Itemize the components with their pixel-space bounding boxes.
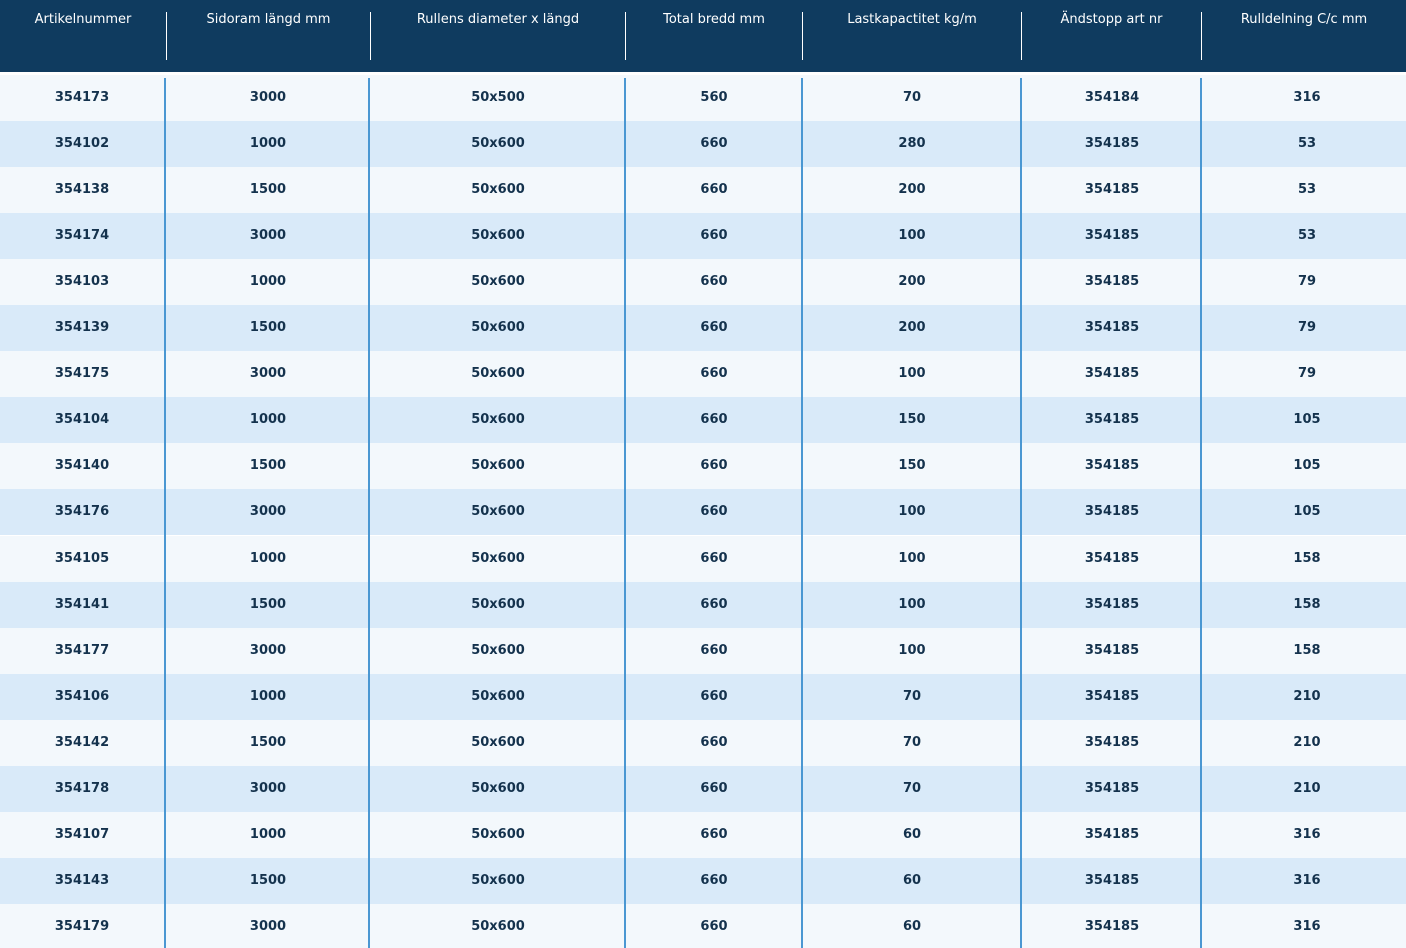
cell-andstopp: 354185 xyxy=(1084,642,1140,658)
cell-total-bredd: 660 xyxy=(700,780,728,796)
cell-rullens-diameter: 50x600 xyxy=(471,688,525,704)
column-divider xyxy=(1020,78,1022,948)
cell-total-bredd: 660 xyxy=(700,320,728,336)
cell-total-bredd: 660 xyxy=(700,458,728,474)
table-row xyxy=(0,351,1406,397)
table-row xyxy=(0,443,1406,489)
cell-lastkapacitet: 200 xyxy=(898,320,926,336)
column-divider xyxy=(624,78,626,948)
table-row xyxy=(0,766,1406,812)
table-header xyxy=(0,0,1406,72)
header-andstopp: Ändstopp art nr xyxy=(1060,12,1163,27)
cell-rullens-diameter: 50x600 xyxy=(471,228,525,244)
cell-artikelnummer: 354106 xyxy=(54,688,110,704)
cell-total-bredd: 660 xyxy=(700,642,728,658)
cell-artikelnummer: 354107 xyxy=(54,826,110,842)
cell-rulldelning: 105 xyxy=(1293,458,1321,474)
cell-sidoram-langd: 1000 xyxy=(249,550,287,566)
cell-rullens-diameter: 50x600 xyxy=(471,780,525,796)
cell-rullens-diameter: 50x600 xyxy=(471,136,525,152)
table-row xyxy=(0,582,1406,628)
cell-andstopp: 354185 xyxy=(1084,182,1140,198)
cell-andstopp: 354185 xyxy=(1084,504,1140,520)
cell-artikelnummer: 354179 xyxy=(54,918,110,934)
table-row xyxy=(0,121,1406,167)
cell-lastkapacitet: 60 xyxy=(902,918,922,934)
column-divider xyxy=(164,78,166,948)
cell-lastkapacitet: 100 xyxy=(898,642,926,658)
table-row xyxy=(0,489,1406,535)
table-row xyxy=(0,536,1406,582)
cell-sidoram-langd: 3000 xyxy=(249,366,287,382)
table-row xyxy=(0,397,1406,443)
cell-rulldelning: 210 xyxy=(1293,688,1321,704)
cell-lastkapacitet: 100 xyxy=(898,228,926,244)
cell-rullens-diameter: 50x600 xyxy=(471,504,525,520)
cell-andstopp: 354185 xyxy=(1084,688,1140,704)
table-row xyxy=(0,812,1406,858)
cell-artikelnummer: 354102 xyxy=(54,136,110,152)
cell-total-bredd: 660 xyxy=(700,504,728,520)
cell-lastkapacitet: 60 xyxy=(902,826,922,842)
cell-artikelnummer: 354139 xyxy=(54,320,110,336)
cell-rulldelning: 105 xyxy=(1293,412,1321,428)
cell-artikelnummer: 354141 xyxy=(54,596,110,612)
cell-total-bredd: 660 xyxy=(700,228,728,244)
table-row xyxy=(0,167,1406,213)
cell-total-bredd: 660 xyxy=(700,366,728,382)
cell-rullens-diameter: 50x600 xyxy=(471,412,525,428)
cell-total-bredd: 660 xyxy=(700,182,728,198)
cell-rullens-diameter: 50x600 xyxy=(471,458,525,474)
cell-rulldelning: 158 xyxy=(1293,642,1321,658)
table-body xyxy=(0,75,1406,948)
cell-andstopp: 354185 xyxy=(1084,826,1140,842)
cell-total-bredd: 660 xyxy=(700,734,728,750)
header-total-bredd: Total bredd mm xyxy=(663,12,765,27)
cell-sidoram-langd: 3000 xyxy=(249,918,287,934)
cell-lastkapacitet: 100 xyxy=(898,504,926,520)
table-row xyxy=(0,628,1406,674)
cell-lastkapacitet: 100 xyxy=(898,596,926,612)
cell-rullens-diameter: 50x500 xyxy=(471,90,525,105)
cell-lastkapacitet: 280 xyxy=(898,136,926,152)
cell-artikelnummer: 354138 xyxy=(54,182,110,198)
cell-andstopp: 354185 xyxy=(1084,458,1140,474)
cell-sidoram-langd: 3000 xyxy=(249,780,287,796)
cell-andstopp: 354185 xyxy=(1084,596,1140,612)
header-lastkapacitet: Lastkapactitet kg/m xyxy=(847,12,977,27)
cell-sidoram-langd: 1500 xyxy=(249,320,287,336)
cell-rulldelning: 158 xyxy=(1293,596,1321,612)
cell-sidoram-langd: 1500 xyxy=(249,182,287,198)
cell-rulldelning: 53 xyxy=(1297,228,1317,244)
cell-total-bredd: 660 xyxy=(700,688,728,704)
cell-total-bredd: 660 xyxy=(700,872,728,888)
cell-artikelnummer: 354173 xyxy=(54,90,110,105)
cell-lastkapacitet: 200 xyxy=(898,182,926,198)
cell-rullens-diameter: 50x600 xyxy=(471,596,525,612)
cell-andstopp: 354185 xyxy=(1084,734,1140,750)
cell-rullens-diameter: 50x600 xyxy=(471,918,525,934)
cell-artikelnummer: 354143 xyxy=(54,872,110,888)
cell-sidoram-langd: 1000 xyxy=(249,826,287,842)
table-row xyxy=(0,75,1406,121)
cell-rullens-diameter: 50x600 xyxy=(471,872,525,888)
cell-artikelnummer: 354175 xyxy=(54,366,110,382)
cell-artikelnummer: 354103 xyxy=(54,274,110,290)
cell-lastkapacitet: 200 xyxy=(898,274,926,290)
cell-artikelnummer: 354177 xyxy=(54,642,110,658)
cell-rullens-diameter: 50x600 xyxy=(471,642,525,658)
cell-rulldelning: 316 xyxy=(1293,826,1321,842)
cell-total-bredd: 660 xyxy=(700,918,728,934)
header-rullens-diameter: Rullens diameter x längd xyxy=(416,12,580,27)
cell-rulldelning: 105 xyxy=(1293,504,1321,520)
table-row xyxy=(0,213,1406,259)
cell-rulldelning: 79 xyxy=(1297,320,1317,336)
cell-rulldelning: 210 xyxy=(1293,780,1321,796)
cell-total-bredd: 660 xyxy=(700,412,728,428)
cell-andstopp: 354185 xyxy=(1084,780,1140,796)
cell-rullens-diameter: 50x600 xyxy=(471,734,525,750)
cell-andstopp: 354185 xyxy=(1084,320,1140,336)
table-row xyxy=(0,904,1406,948)
cell-total-bredd: 660 xyxy=(700,136,728,152)
cell-rulldelning: 79 xyxy=(1297,274,1317,290)
header-sidoram-langd: Sidoram längd mm xyxy=(206,12,331,27)
table-row xyxy=(0,858,1406,904)
cell-lastkapacitet: 70 xyxy=(902,734,922,750)
cell-sidoram-langd: 1000 xyxy=(249,412,287,428)
cell-lastkapacitet: 100 xyxy=(898,550,926,566)
cell-lastkapacitet: 100 xyxy=(898,366,926,382)
cell-andstopp: 354185 xyxy=(1084,136,1140,152)
cell-total-bredd: 560 xyxy=(700,90,728,105)
cell-rullens-diameter: 50x600 xyxy=(471,320,525,336)
cell-andstopp: 354185 xyxy=(1084,550,1140,566)
table-row xyxy=(0,674,1406,720)
cell-andstopp: 354185 xyxy=(1084,872,1140,888)
cell-artikelnummer: 354105 xyxy=(54,550,110,566)
cell-lastkapacitet: 70 xyxy=(902,688,922,704)
cell-andstopp: 354185 xyxy=(1084,228,1140,244)
cell-andstopp: 354185 xyxy=(1084,366,1140,382)
header-artikelnummer: Artikelnummer xyxy=(34,12,132,27)
cell-sidoram-langd: 3000 xyxy=(249,228,287,244)
cell-lastkapacitet: 150 xyxy=(898,412,926,428)
cell-total-bredd: 660 xyxy=(700,274,728,290)
cell-total-bredd: 660 xyxy=(700,596,728,612)
table-row xyxy=(0,305,1406,351)
cell-rullens-diameter: 50x600 xyxy=(471,366,525,382)
cell-artikelnummer: 354104 xyxy=(54,412,110,428)
cell-lastkapacitet: 70 xyxy=(902,780,922,796)
cell-andstopp: 354185 xyxy=(1084,412,1140,428)
cell-andstopp: 354184 xyxy=(1084,90,1140,105)
cell-rulldelning: 316 xyxy=(1293,918,1321,934)
cell-rullens-diameter: 50x600 xyxy=(471,274,525,290)
cell-rulldelning: 53 xyxy=(1297,182,1317,198)
cell-artikelnummer: 354174 xyxy=(54,228,110,244)
cell-rulldelning: 79 xyxy=(1297,366,1317,382)
cell-artikelnummer: 354142 xyxy=(54,734,110,750)
cell-rullens-diameter: 50x600 xyxy=(471,182,525,198)
cell-sidoram-langd: 1000 xyxy=(249,136,287,152)
cell-sidoram-langd: 1500 xyxy=(249,596,287,612)
cell-rullens-diameter: 50x600 xyxy=(471,550,525,566)
cell-andstopp: 354185 xyxy=(1084,274,1140,290)
cell-lastkapacitet: 60 xyxy=(902,872,922,888)
cell-sidoram-langd: 1500 xyxy=(249,872,287,888)
header-rulldelning: Rulldelning C/c mm xyxy=(1240,12,1368,27)
cell-total-bredd: 660 xyxy=(700,550,728,566)
column-divider xyxy=(368,78,370,948)
cell-sidoram-langd: 1500 xyxy=(249,458,287,474)
cell-rulldelning: 158 xyxy=(1293,550,1321,566)
cell-rulldelning: 210 xyxy=(1293,734,1321,750)
cell-lastkapacitet: 150 xyxy=(898,458,926,474)
cell-sidoram-langd: 3000 xyxy=(249,504,287,520)
cell-artikelnummer: 354178 xyxy=(54,780,110,796)
cell-rullens-diameter: 50x600 xyxy=(471,826,525,842)
table-row xyxy=(0,259,1406,305)
cell-sidoram-langd: 3000 xyxy=(249,642,287,658)
cell-artikelnummer: 354140 xyxy=(54,458,110,474)
cell-sidoram-langd: 1000 xyxy=(249,688,287,704)
table-row xyxy=(0,720,1406,766)
cell-rulldelning: 53 xyxy=(1297,136,1317,152)
cell-lastkapacitet: 70 xyxy=(902,90,922,105)
cell-rulldelning: 316 xyxy=(1293,90,1321,105)
column-divider xyxy=(1200,78,1202,948)
column-divider xyxy=(801,78,803,948)
cell-sidoram-langd: 1000 xyxy=(249,274,287,290)
cell-sidoram-langd: 3000 xyxy=(249,90,287,105)
cell-sidoram-langd: 1500 xyxy=(249,734,287,750)
cell-artikelnummer: 354176 xyxy=(54,504,110,520)
cell-andstopp: 354185 xyxy=(1084,918,1140,934)
cell-rulldelning: 316 xyxy=(1293,872,1321,888)
cell-total-bredd: 660 xyxy=(700,826,728,842)
